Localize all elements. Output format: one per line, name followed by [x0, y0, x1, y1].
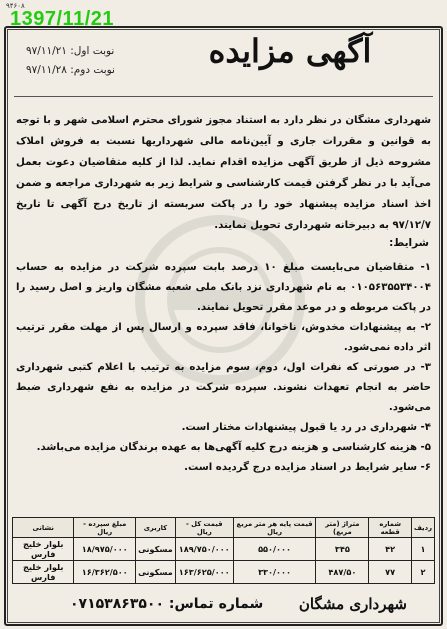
table-header-cell: نشانی — [13, 518, 74, 538]
table-cell: ۲ — [411, 561, 434, 584]
notice-second — [26, 64, 156, 76]
table-cell: ۴۲ — [369, 538, 412, 561]
table-cell: ۱ — [411, 538, 434, 561]
condition-item: ۲- به پیشنهادات مخدوش، ناخوانا، فاقد سپرده و ارسال پس از مهلت مقرر ترتیب اثر داده نمی‌شود. — [16, 322, 431, 353]
property-table — [12, 517, 435, 584]
table-header-cell: شماره قطعه — [369, 518, 412, 538]
table-cell: بلوار خلیج فارس — [13, 561, 74, 584]
table-cell: ۷۷ — [369, 561, 412, 584]
table-row — [13, 561, 435, 584]
notice-first-date: ۹۷/۱۱/۲۱ — [26, 45, 67, 57]
table-header-cell: ردیف — [411, 518, 434, 538]
table-header-cell: مبلغ سپرده - ریال — [74, 518, 136, 538]
table-row — [13, 538, 435, 561]
table-cell: ۳۳۰/۰۰۰ — [233, 561, 316, 584]
table-cell: مسکونی — [136, 561, 176, 584]
notice-first-label: نوبت اول: — [70, 45, 115, 57]
notice-first — [26, 45, 156, 57]
conditions-heading: شرایط: — [389, 237, 429, 249]
condition-item: ۳- در صورتی که نفرات اول، دوم، سوم مزایده به ترتیب با اعلام کتبی شهرداری حاضر به انجام تعهدات نشوند. سپرده شرکت در مزایده به نفع شهرداری ضبط می‌شود. — [16, 362, 431, 413]
table-header-cell: قیمت پایه هر متر مربع ریال — [233, 518, 316, 538]
table-cell: ۱۶۳/۶۲۵/۰۰۰ — [175, 561, 233, 584]
table-cell: ۱۶/۳۶۲/۵۰۰ — [74, 561, 136, 584]
condition-item: ۴- شهرداری در رد یا قبول پیشنهادات مختار است. — [181, 422, 431, 433]
table-cell: ۱۸۹/۷۵۰/۰۰۰ — [175, 538, 233, 561]
table-cell: ۵۵۰/۰۰۰ — [233, 538, 316, 561]
condition-item: ۵- هزینه کارشناسی و هزینه درج کلیه آگهی‌ها به عهده برندگان مزایده می‌باشد. — [36, 442, 431, 453]
table-cell: ۱۸/۹۷۵/۰۰۰ — [74, 538, 136, 561]
header-divider — [14, 96, 433, 97]
table-cell: بلوار خلیج فارس — [13, 538, 74, 561]
condition-item: ۶- سایر شرایط در اسناد مزایده درج گردیده است. — [184, 462, 431, 473]
table-cell: ۳۴۵ — [316, 538, 369, 561]
table-header-row — [13, 518, 435, 538]
conditions-list — [16, 258, 431, 478]
intro-paragraph: شهرداری مشگان در نظر دارد به استناد مجوز شورای محترم اسلامی شهر و با توجه به قوانین و مقررات جاری و آیین‌نامه مالی شهرداریها نسبت به فروش املاک مشروحه ذیل از طریق آگهی مزایده اقدام نماید. لذا از کلیه متقاضیان دعوت بعمل می‌آید با در نظر گرفتن قیمت کارشناسی و شرایط زیر به شهرداری مراجعه و ضمن اخذ اسناد مزایده پیشنهاد خود را در پاکت سربسته از تاریخ درج آگهی تا تاریخ ۹۷/۱۲/۷ به دبیرخانه شهرداری تحویل نمایند. — [16, 115, 431, 231]
footer-organization: شهرداری مشگان — [298, 595, 407, 613]
reference-number: ۹۴۶۰۸ — [6, 2, 25, 10]
condition-item: ۱- متقاضیان می‌بایست مبلغ ۱۰ درصد بابت سپرده شرکت در مزایده به حساب ۰۱۰۵۶۳۵۵۳۴۰۰۴ به نام شهرداری نزد بانک ملی شعبه مشگان واریز و اصل رسید را در پاکت مربوطه و در موعد مقرر تحویل نمایند. — [16, 262, 431, 313]
table-cell: مسکونی — [136, 538, 176, 561]
notice-second-date: ۹۷/۱۱/۲۸ — [26, 64, 67, 76]
table-cell: ۴۸۷/۵۰ — [316, 561, 369, 584]
table-header-cell: کاربری — [136, 518, 176, 538]
page-title: آگهی مزایده — [208, 32, 372, 70]
table-header-cell: قیمت کل - ریال — [175, 518, 233, 538]
notice-second-label: نوبت دوم: — [70, 64, 115, 76]
table-header-cell: متراژ (متر مربع) — [316, 518, 369, 538]
footer-phone: شماره تماس: ۰۷۱۵۳۸۶۳۵۰۰ — [70, 596, 264, 612]
publish-date: 1397/11/21 — [10, 8, 114, 30]
